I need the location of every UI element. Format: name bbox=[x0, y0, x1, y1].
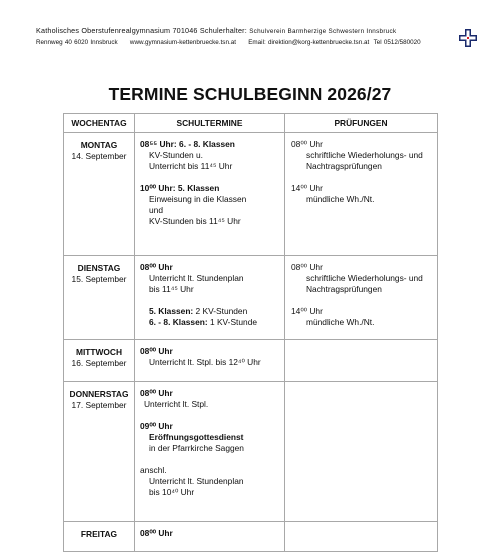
schedule-line: 08⁰⁰ Uhr bbox=[140, 346, 173, 356]
schedule-cell bbox=[135, 256, 285, 340]
schedule-line: 6. - 8. Klassen: 1 KV-Stunde bbox=[149, 317, 258, 327]
schedule-line: Einweisung in die Klassen bbox=[149, 194, 247, 204]
schedule-line: 09⁰⁰ Uhr bbox=[140, 421, 173, 431]
schedule-cell bbox=[135, 340, 285, 382]
schedule-cell bbox=[135, 382, 285, 522]
exam-cell bbox=[285, 133, 438, 256]
schedule-line bbox=[140, 295, 280, 306]
schedule-line: 10⁰⁰ Uhr: 5. Klassen bbox=[140, 183, 220, 193]
exam-line bbox=[291, 295, 433, 306]
day-name: DIENSTAG bbox=[77, 263, 121, 273]
exam-line: Nachtragsprüfungen bbox=[306, 161, 382, 171]
schedule-line bbox=[140, 410, 280, 421]
exam-cell bbox=[285, 256, 438, 340]
exam-cell bbox=[285, 522, 438, 552]
schedule-line: und bbox=[149, 205, 163, 215]
day-name: MONTAG bbox=[80, 140, 118, 150]
schedule-line: 08⁵⁵ Uhr: 6. - 8. Klassen bbox=[140, 139, 235, 149]
schedule-line: Unterricht lt. Stpl. bbox=[144, 399, 209, 409]
schedule-line: Eröffnungsgottesdienst bbox=[149, 432, 244, 442]
day-date: 15. September bbox=[71, 274, 127, 284]
cross-logo-icon bbox=[458, 28, 478, 48]
day-cell bbox=[64, 256, 135, 340]
exam-line: 08⁰⁰ Uhr bbox=[291, 139, 323, 149]
operator-name: Schulverein Barmherzige Schwestern Innsbruck bbox=[249, 28, 397, 35]
exam-line: 14⁰⁰ Uhr bbox=[291, 306, 323, 316]
schedule-line bbox=[140, 454, 280, 465]
phone: Tel 0512/580020 bbox=[373, 39, 421, 46]
header-weekday: WOCHENTAG bbox=[64, 114, 135, 133]
day-cell bbox=[64, 382, 135, 522]
page-title: TERMINE SCHULBEGINN 2026/27 bbox=[108, 84, 392, 104]
schedule-line: 08⁰⁰ Uhr bbox=[140, 528, 173, 538]
website: www.gymnasium-kettenbruecke.tsn.at bbox=[129, 39, 236, 46]
schedule-line: Unterricht bis 11⁴⁵ Uhr bbox=[149, 161, 233, 171]
schedule-line: KV-Stunden bis 11⁴⁵ Uhr bbox=[149, 216, 241, 226]
exam-cell bbox=[285, 382, 438, 522]
schedule-line: Unterricht lt. Stpl. bis 12⁴⁰ Uhr bbox=[149, 357, 261, 367]
exam-line: 14⁰⁰ Uhr bbox=[291, 183, 323, 193]
table-header-row bbox=[64, 114, 438, 133]
school-name: Katholisches Oberstufenrealgymnasium 701046 bbox=[36, 26, 198, 35]
exam-line: mündliche Wh./Nt. bbox=[306, 194, 375, 204]
day-name: FREITAG bbox=[80, 529, 118, 539]
exam-line: mündliche Wh./Nt. bbox=[306, 317, 375, 327]
header-schedule: SCHULTERMINE bbox=[135, 114, 285, 133]
schedule-line: in der Pfarrkirche Saggen bbox=[149, 443, 244, 453]
letterhead-line-2 bbox=[36, 39, 476, 46]
schedule-cell bbox=[135, 522, 285, 552]
schedule-line: bis 11⁴⁵ Uhr bbox=[149, 284, 194, 294]
email: Email: direktion@korg-kettenbruecke.tsn.at bbox=[248, 39, 370, 46]
exam-line: 08⁰⁰ Uhr bbox=[291, 262, 323, 272]
letterhead-line-1 bbox=[36, 26, 476, 35]
exam-line bbox=[291, 172, 433, 183]
day-cell bbox=[64, 340, 135, 382]
exam-line: Nachtragsprüfungen bbox=[306, 284, 382, 294]
schedule-line bbox=[140, 172, 280, 183]
table-row bbox=[64, 522, 438, 552]
schedule-line: anschl. bbox=[140, 465, 167, 475]
schedule-line: Unterricht lt. Stundenplan bbox=[149, 476, 244, 486]
day-date: 14. September bbox=[71, 151, 127, 161]
day-name: DONNERSTAG bbox=[69, 389, 129, 399]
exam-line: schriftliche Wiederholungs- und bbox=[306, 150, 423, 160]
header-exams: PRÜFUNGEN bbox=[285, 114, 438, 133]
address: Rennweg 40 6020 Innsbruck bbox=[36, 39, 118, 46]
day-date: 16. September bbox=[71, 358, 127, 368]
day-cell bbox=[64, 522, 135, 552]
exam-line: schriftliche Wiederholungs- und bbox=[306, 273, 423, 283]
operator-label: Schulerhalter: bbox=[199, 26, 247, 35]
table-row bbox=[64, 256, 438, 340]
table-row bbox=[64, 133, 438, 256]
table-row bbox=[64, 340, 438, 382]
day-date: 17. September bbox=[71, 400, 127, 410]
schedule-line: KV-Stunden u. bbox=[149, 150, 204, 160]
schedule-line: 08⁰⁰ Uhr bbox=[140, 388, 173, 398]
exam-cell bbox=[285, 340, 438, 382]
schedule-line: bis 10⁴⁰ Uhr bbox=[149, 487, 195, 497]
schedule-cell bbox=[135, 133, 285, 256]
schedule-line: Unterricht lt. Stundenplan bbox=[149, 273, 244, 283]
day-name: MITTWOCH bbox=[75, 347, 123, 357]
letterhead bbox=[36, 26, 476, 46]
table-row bbox=[64, 382, 438, 522]
schedule-table bbox=[63, 113, 438, 552]
day-cell bbox=[64, 133, 135, 256]
schedule-line: 5. Klassen: 2 KV-Stunden bbox=[149, 306, 248, 316]
schedule-line: 08⁰⁰ Uhr bbox=[140, 262, 173, 272]
